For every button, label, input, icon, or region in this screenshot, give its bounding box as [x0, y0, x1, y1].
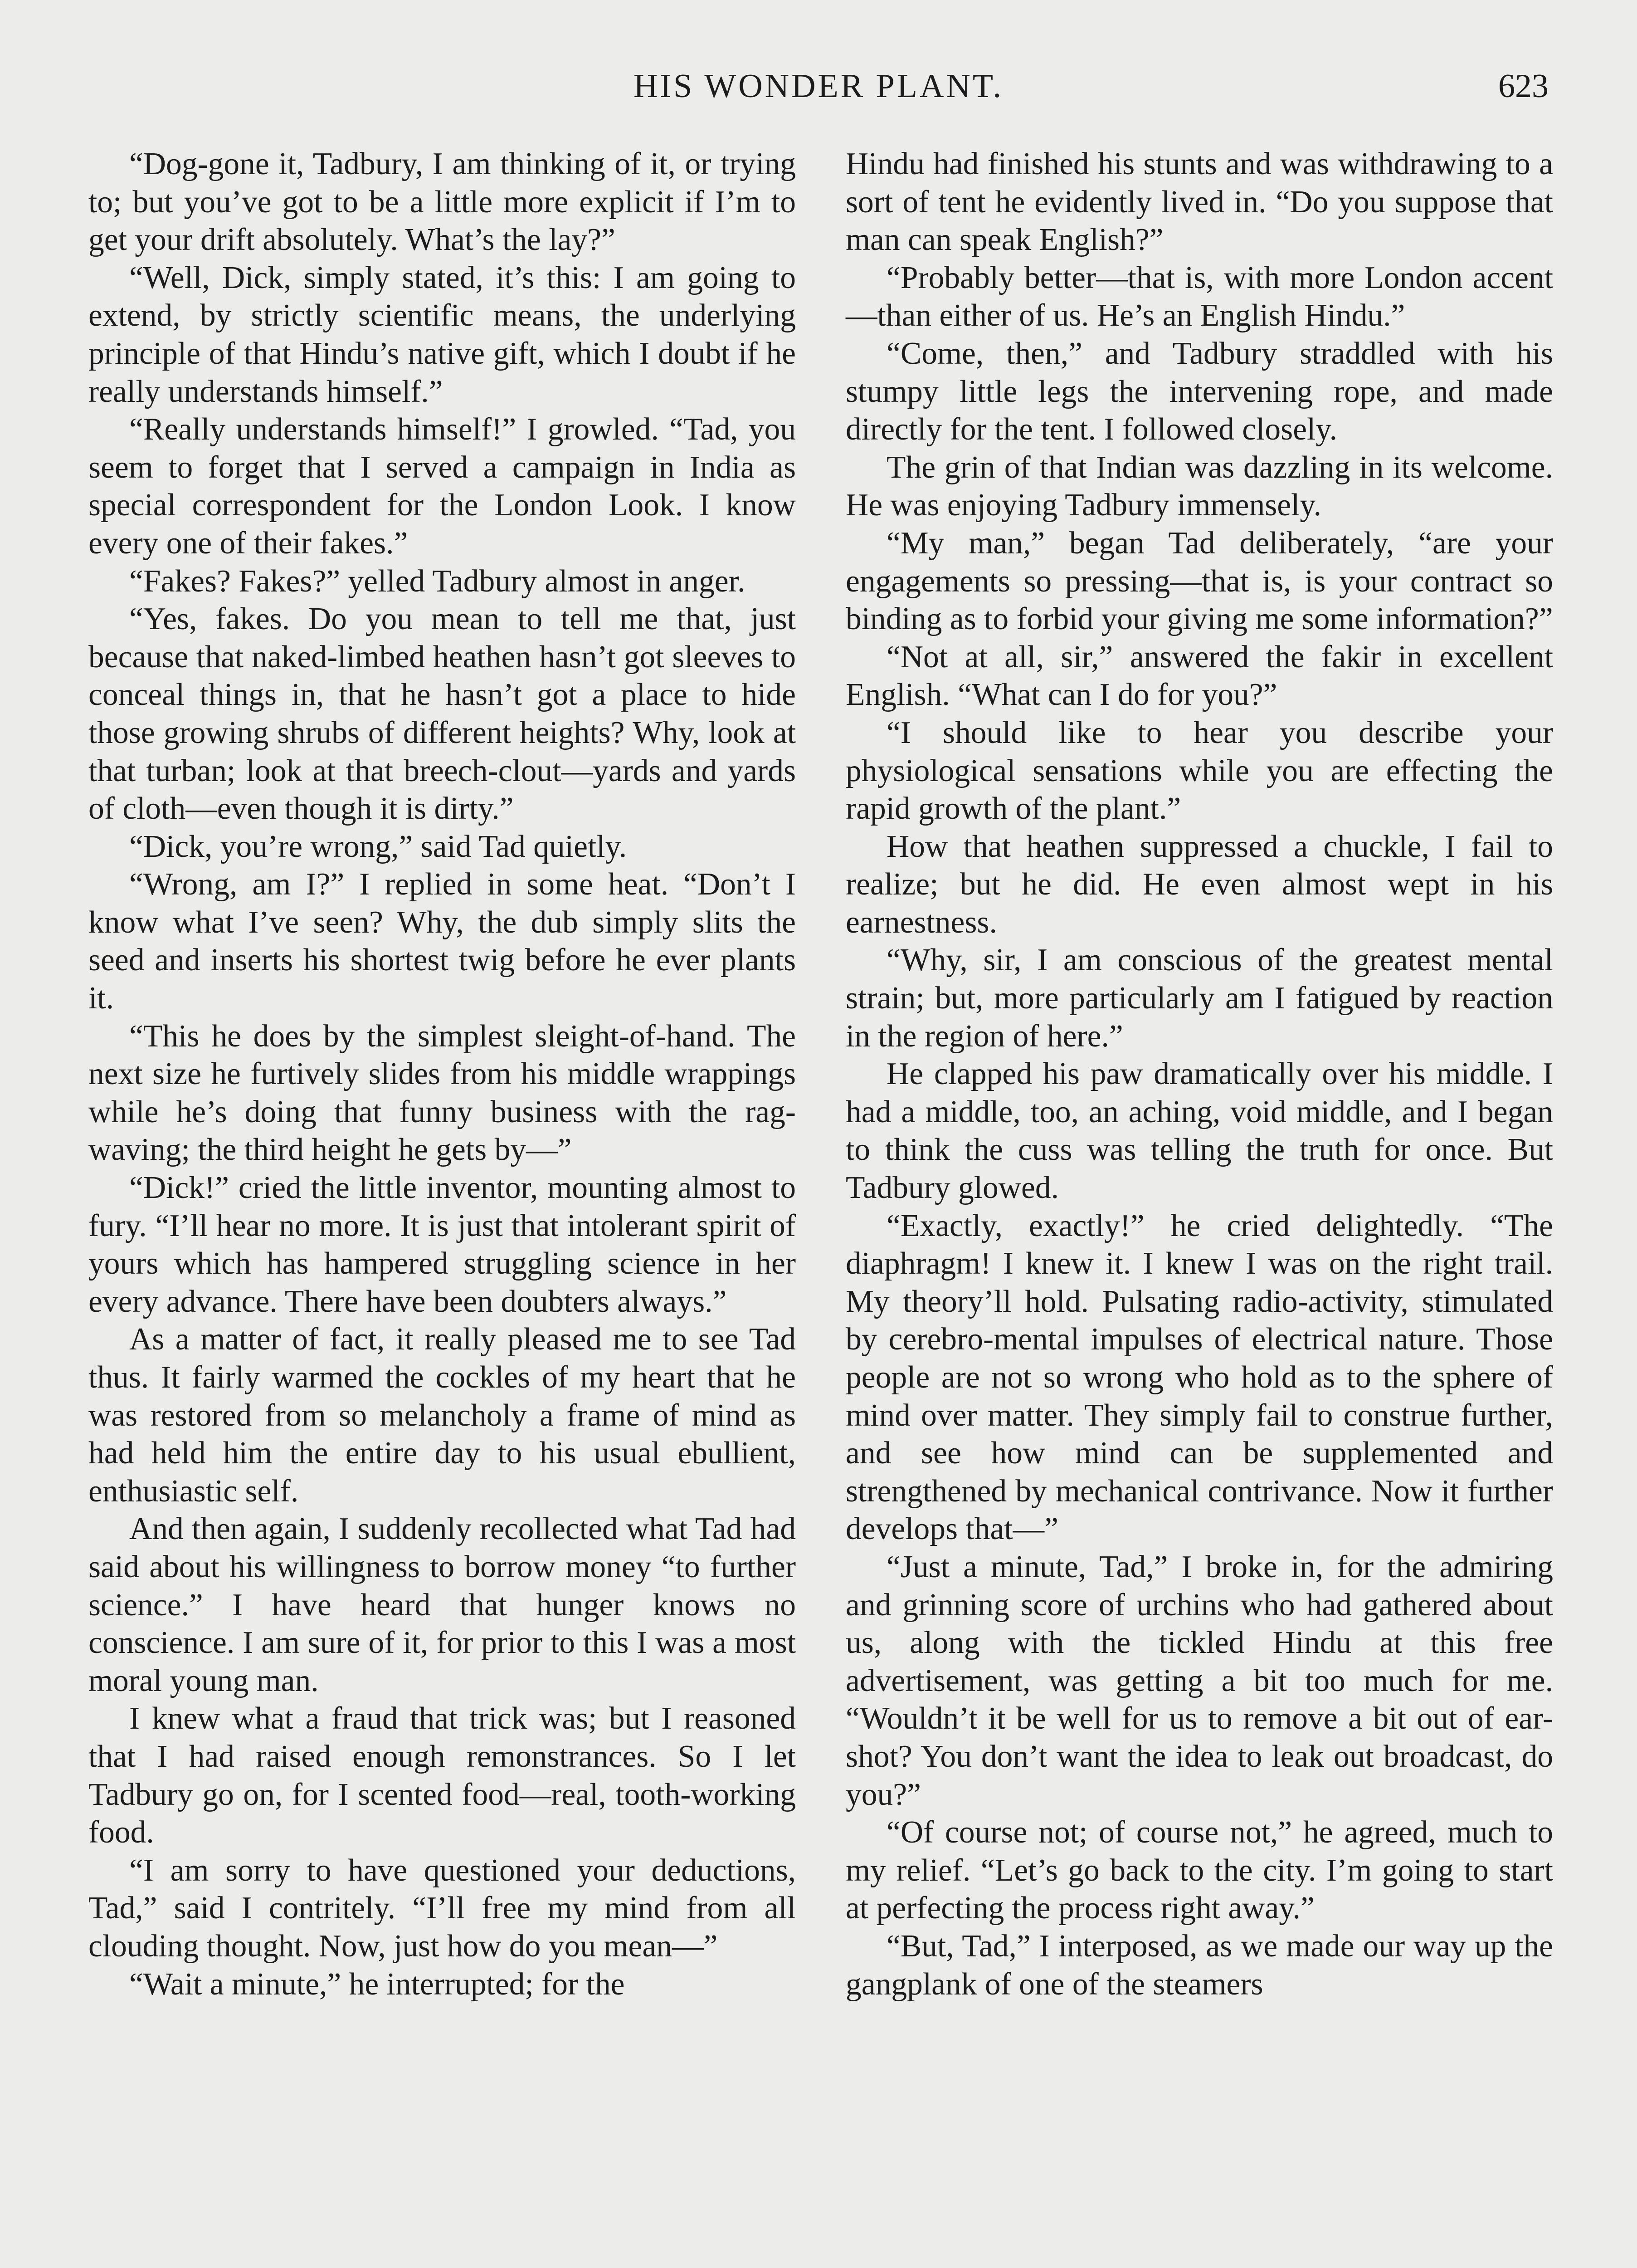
paragraph: “Probably better—that is, with more London accent—than either of us. He’s an English Hindu.”	[846, 260, 1553, 333]
paragraph: I knew what a fraud that trick was; but I reasoned that I had raised enough remonstrances. So I let Tadbury go on, for I scented food—real, tooth-working food.	[88, 1701, 796, 1850]
paragraph: How that heathen suppressed a chuckle, I fail to realize; but he did. He even almost wept in his earnestness.	[846, 829, 1553, 940]
paragraph: “Why, sir, I am conscious of the greatest mental strain; but, more particularly am I fatigued by reaction in the region of here.”	[846, 943, 1553, 1054]
paragraph: The grin of that Indian was dazzling in its welcome. He was enjoying Tadbury immensely.	[846, 450, 1553, 523]
paragraph: “Dick, you’re wrong,” said Tad quietly.	[129, 829, 627, 864]
paragraph: “Yes, fakes. Do you mean to tell me that, just because that naked-limbed heathen hasn’t got sleeves to conceal things in, that he hasn’t got a place to hide those growing shrubs of different heights? Why, look at that turban; look at that breech-clout—yards and yards of cloth—even though it is dirty.”	[88, 601, 796, 826]
left-text-column	[88, 145, 796, 2003]
running-title: HIS WONDER PLANT.	[633, 68, 1004, 105]
paragraph: “Fakes? Fakes?” yelled Tadbury almost in anger.	[129, 563, 745, 599]
paragraph: Hindu had finished his stunts and was withdrawing to a sort of tent he evidently lived in. “Do you suppose that man can speak English?”	[846, 147, 1553, 258]
paragraph: “But, Tad,” I interposed, as we made our way up the gangplank of one of the steamers	[846, 1928, 1553, 2002]
paragraph: He clapped his paw dramatically over his middle. I had a middle, too, an aching, void middle, and I began to think the cuss was telling the truth for once. But Tadbury glowed.	[846, 1056, 1553, 1206]
paragraph: “Dick!” cried the little inventor, mounting almost to fury. “I’ll hear no more. It is just that intolerant spirit of yours which has hampered struggling science in her every advance. There have been doubters always.”	[88, 1170, 796, 1319]
paragraph: “This he does by the simplest sleight-of-hand. The next size he furtively slides from his middle wrappings while he’s doing that funny business with the rag-waving; the third height he gets by—”	[88, 1018, 796, 1168]
paragraph: “Come, then,” and Tadbury straddled with his stumpy little legs the intervening rope, and made directly for the tent. I followed closely.	[846, 336, 1553, 447]
paragraph: “Really understands himself!” I growled. “Tad, you seem to forget that I served a campaign in India as special correspondent for the London Look. I know every one of their fakes.”	[88, 412, 796, 561]
page-number: 623	[1498, 68, 1549, 105]
paragraph: “Wait a minute,” he interrupted; for the	[129, 1966, 625, 2002]
paragraph: “Just a minute, Tad,” I broke in, for the admiring and grinning score of urchins who had gathered about us, along with the tickled Hindu at this free advertisement, was getting a bit too much for me. “Wouldn’t it be well for us to remove a bit out of ear-shot? You don’t want the idea to leak out broadcast, do you?”	[846, 1549, 1553, 1812]
right-text-column	[846, 145, 1553, 2003]
paragraph: “I am sorry to have questioned your deductions, Tad,” said I contritely. “I’ll free my mind from all clouding thought. Now, just how do you mean—”	[88, 1853, 796, 1964]
paragraph: And then again, I suddenly recollected what Tad had said about his willingness to borrow money “to further science.” I have heard that hunger knows no conscience. I am sure of it, for prior to this I was a most moral young man.	[88, 1511, 796, 1698]
paragraph: As a matter of fact, it really pleased me to see Tad thus. It fairly warmed the cockles of my heart that he was restored from so melancholy a frame of mind as had held him the entire day to his usual ebullient, enthusiastic self.	[88, 1322, 796, 1509]
paragraph: “Exactly, exactly!” he cried delightedly. “The diaphragm! I knew it. I knew I was on the right trail. My theory’ll hold. Pulsating radio-activity, stimulated by cerebro-mental impulses of electrical nature. Those people are not so wrong who hold as to the sphere of mind over matter. They simply fail to construe further, and see how mind can be supplemented and strengthened by mechanical contrivance. Now it further develops that—”	[846, 1208, 1553, 1547]
paragraph: “My man,” began Tad deliberately, “are your engagements so pressing—that is, is your contract so binding as to forbid your giving me some information?”	[846, 525, 1553, 637]
paragraph: “Wrong, am I?” I replied in some heat. “Don’t I know what I’ve seen? Why, the dub simply slits the seed and inserts his shortest twig before he ever plants it.	[88, 867, 796, 1016]
paragraph: “I should like to hear you describe your physiological sensations while you are effecting the rapid growth of the plant.”	[846, 715, 1553, 826]
page-header	[88, 59, 1549, 113]
paragraph: “Of course not; of course not,” he agreed, much to my relief. “Let’s go back to the city. I’m going to start at perfecting the process right away.”	[846, 1815, 1553, 1926]
paragraph: “Not at all, sir,” answered the fakir in excellent English. “What can I do for you?”	[846, 639, 1553, 713]
paragraph: “Well, Dick, simply stated, it’s this: I am going to extend, by strictly scientific means, the underlying principle of that Hindu’s native gift, which I doubt if he really understands himself.”	[88, 260, 796, 409]
paragraph: “Dog-gone it, Tadbury, I am thinking of it, or trying to; but you’ve got to be a little more explicit if I’m to get your drift absolutely. What’s the lay?”	[88, 147, 796, 258]
